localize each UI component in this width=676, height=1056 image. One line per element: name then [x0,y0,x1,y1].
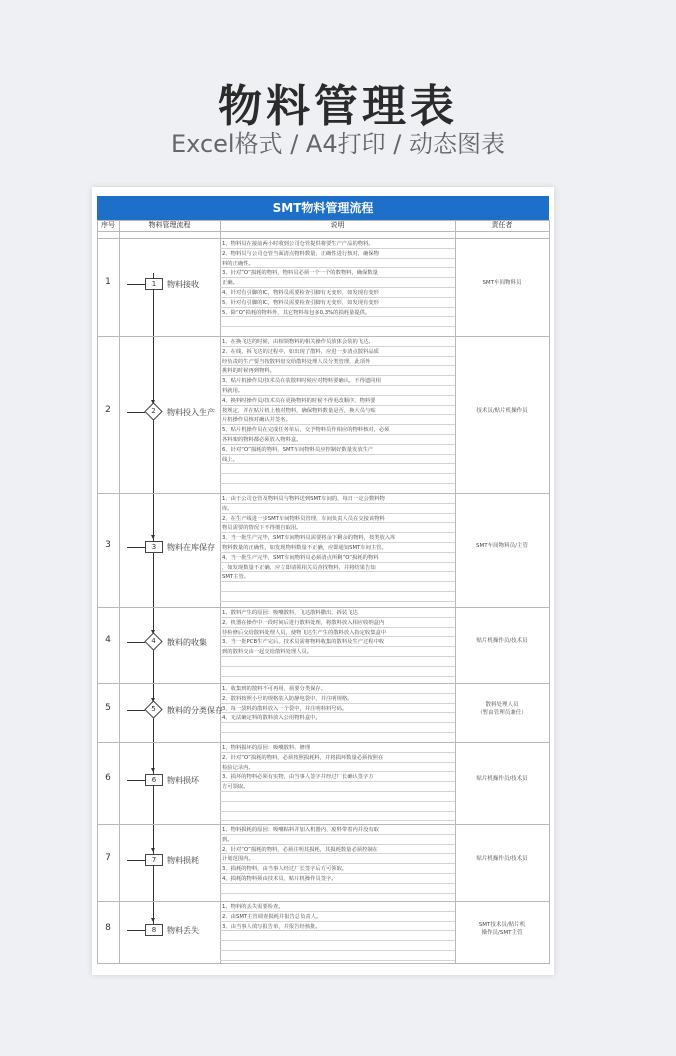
section-number: 5 [105,702,111,713]
description-line: 2、针对“O”损耗的物料，必须注明其损耗，其损耗数量必须控制在 [222,846,378,853]
description-line: 物员需要的情况下不得擅自取用。 [222,525,302,532]
grid-line [97,963,549,964]
description-line: 3、当一批PCB生产完后，技术员需将物料收集的散料及生产过程中收 [222,639,385,646]
section-divider [97,607,549,608]
arrow-down-icon [151,535,155,539]
owner-text: 操作员/SMT主管 [481,929,523,936]
arrow-down-icon [151,400,155,404]
description-line: 3、针对“O”损耗的物料，物料员必须一个一个的数物料，确保数量 [222,270,378,277]
row-line [220,950,455,951]
section-divider [97,493,549,494]
description-line: 方可领取。 [222,784,249,791]
row-line [220,483,455,484]
description-line: 4、当一批生产完毕，SMT车间物料员必须清点所剩“O”损耗的物料 [222,554,379,561]
grid-line [97,220,549,221]
description-line: 检验记录内。 [222,764,254,771]
flow-connector [127,710,145,711]
description-line: 4、无法确定料的散料放入公用物料盒中。 [222,715,321,722]
step-name: 物料丢失 [167,925,199,935]
section-number: 6 [105,773,111,783]
owner-text: 贴片机操作员/技术员 [476,855,528,862]
description-line: 3、每一袋料的散料放入一个袋中，并注明料料号码。 [222,705,348,712]
row-line [220,893,455,894]
owner-text: 贴片机操作员/技术员 [476,638,528,644]
description-line: ，如发现数量不正确，应立即请领相关员查找物料，并将结果告知 [222,564,376,571]
description-line: 1、物料损坏的原因：吸嘴散料、修理 [222,745,311,751]
owner-text: （暂由管理员兼任） [477,709,527,716]
description-line: 到。 [222,836,233,843]
section-number: 7 [105,852,111,863]
step-name: 散料的分类保存 [167,705,223,715]
row-line [220,801,455,802]
row-line [220,473,455,474]
description-line: 6、针对“O”损耗的物料，SMT车间物料员应控制好数量发放生产 [222,446,374,453]
flow-connector [127,860,145,861]
arrow-down-icon [151,768,155,772]
description-line: 4、针对有引脚的IC，物料员需要检查引脚有无变形，如发现有变形 [222,290,379,296]
description-line: 料就用。 [222,388,244,394]
description-line: 到的散料交由一起交给散料处理人员。 [222,649,313,656]
description-line: 1、散料产生的原因：吸嘴散料，飞达散料撒出，拆装飞达 [222,610,358,616]
owner-text: SMT车间物料员 [482,280,522,286]
row-line [220,811,455,812]
description-line: 库。 [222,505,233,512]
owner-text: SMT技术员/贴片机 [478,921,526,928]
description-line: 4、换料时操作员/技术员在更换物料的时候不得更改顺序，物料要 [222,397,376,404]
table-title: SMT物料管理流程 [97,196,549,220]
section-divider [97,824,549,825]
hero-title: 物料管理表 [218,81,458,132]
header-description: 说明 [330,221,345,229]
header-flow: 物料管理流程 [148,221,191,229]
process-box: 7 [145,854,163,866]
arrow-down-icon [151,918,155,922]
flow-connector [153,273,154,924]
description-line: 1、在换飞达的时候，由相领物料的相关操作员放体会装的飞达。 [222,339,374,345]
header-no: 序号 [101,221,115,229]
description-line: 1、由于公司仓管及物料员与物料送到SMT车间的，每日一定会数料物 [222,496,385,502]
section-number: 1 [105,277,111,287]
row-line [220,591,455,592]
row-line [220,820,455,821]
description-line: 线上。 [222,456,238,463]
step-name: 物料损耗 [167,855,199,865]
grid-line [97,231,549,232]
step-name: 物料接收 [167,280,199,289]
row-line [220,940,455,941]
description-line: SMT主管。 [222,574,250,581]
step-name: 物料在库保存 [167,543,215,552]
description-line: 5、针对有引脚的IC，物料员需要检查引脚有无变形，如发现有变形 [222,299,379,306]
flow-connector [127,642,145,643]
owner-text: SMT车间物料员/主管 [476,543,528,549]
flow-connector [127,547,145,548]
description-line: 待检修后交给散料处理人员，使物飞达生产生的散料放入指定收集盒中 [222,629,387,636]
section-divider [97,238,549,239]
description-line: 3、当一批生产完毕，SMT车间物料员需要将余下剩余的物料，按类放入库 [222,535,396,542]
row-line [220,732,455,733]
flow-table [97,196,549,964]
description-line: 3、贴片机操作员/技术员在装散料时候应对物料要确认，不得遗同相 [222,378,381,385]
description-line: 5、除“O”损耗的物料外，其它物料每包多0.3%的损耗量提供。 [222,309,371,316]
grid-line [220,220,221,964]
description-line: 2、在线，拆飞达的过程中，如出现了散料，应进一步清点散料品质 [222,348,379,355]
description-line: 各料架的物料都必须放入物料盒。 [222,437,302,443]
section-divider [97,742,549,743]
step-name: 散料的收集 [167,638,207,647]
section-divider [97,901,549,902]
description-line: 3、损坏的物料必须有实物，由当事人签字并经过厂长确认签字方 [222,774,374,781]
description-line: 4、损耗的物料须由技术员、贴片机操作员签字。 [222,876,337,882]
section-divider [97,683,549,684]
decision-diamond [144,700,162,718]
step-number: 2 [151,406,156,415]
description-line: 5、贴片机操作员在完成任务单后，交予物料员作相应的物料核对，必须 [222,427,390,434]
process-box: 1 [145,278,163,290]
process-box: 8 [145,924,163,936]
row-line [220,326,455,327]
description-line: 按规定，并在贴片机上核对物料，确保物料数量是否，换大员与贴 [222,407,376,414]
step-number: 5 [151,704,156,713]
grid-line [455,220,456,964]
description-line: 1、物料员在接前两小时收到公司仓管提供将要生产产品的物料。 [222,241,374,247]
description-line: 1、物料的丢失需要检查。 [222,904,284,910]
description-line: 计划范围内。 [222,856,254,863]
section-number: 8 [105,922,111,933]
description-line: 2、由SMT主管调查损耗并报告总负责人。 [222,913,322,920]
owner-text: 技术员/贴片机操作员 [476,407,528,414]
description-line: 2、散料按照小号的规格装入防静电袋中，并注明规格。 [222,695,353,702]
description-line: 片机操作员核对确认并签名。 [222,417,291,424]
description-line: 1、物料损耗的原因：吸嘴粘料并加入机器内、废料带着内并没有取 [222,827,379,833]
decision-diamond [144,402,162,420]
description-line: 2、物料员与公司仓管当面清点物料数量，正确性进行核对，确保物 [222,250,379,257]
section-number: 4 [105,635,111,645]
description-line: 物料数量的正确性，如发现物料数量不正确，应即通知SMT车间主管。 [222,545,387,551]
description-line: 2、机器在操作中一段时间后进行散料处理，将散料放入相应收纳盒内 [222,619,385,626]
row-line [220,960,455,961]
flow-connector [127,930,145,931]
description-line: 3、损耗的物料，由当事人经过厂长签字后方可领取。 [222,866,348,873]
flow-connector [127,780,145,781]
description-line: 2、在生产线进一步SMT车间物料员管理，车间负责人员在交接该物料 [222,515,385,522]
flow-connector [127,284,145,285]
arrow-down-icon [151,630,155,634]
arrow-down-icon [151,848,155,852]
step-name: 物料损坏 [167,776,199,785]
section-number: 2 [105,404,111,415]
owner-text: 贴片机操作员/技术员 [476,776,528,782]
flow-connector [127,412,145,413]
process-box: 3 [145,541,163,553]
grid-line [549,220,550,964]
grid-line [119,220,120,964]
hero-subtitle: Excel格式 / A4打印 / 动态图表 [171,130,505,158]
owner-text: 散料处理人员 [485,701,519,708]
step-name: 物料投入生产 [167,407,215,417]
process-box: 6 [145,774,163,786]
header-owner: 责任者 [491,221,513,229]
decision-diamond [144,632,162,650]
row-line [220,666,455,667]
arrow-down-icon [151,698,155,702]
description-line: 料的正确性。 [222,260,254,267]
description-line: 3、由当事人填写报告单，并报告经核批。 [222,923,321,930]
section-divider [97,336,549,337]
step-number: 4 [151,637,156,645]
description-line: 经负责的生产要当按散料盘交给散料处理人员分类管理，此项外 [222,358,371,365]
row-line [220,676,455,677]
row-line [220,601,455,602]
description-line: 2、针对“O”损耗的物料，必须按照损耗料，并将损坏数量必须按照在 [222,754,384,761]
description-line: 挑料的时候再到物料。 [222,368,275,375]
description-line: 1、收集到的散料不可再用，须要分类保存。 [222,686,327,692]
section-number: 3 [105,540,111,550]
description-line: 正确。 [222,280,238,287]
